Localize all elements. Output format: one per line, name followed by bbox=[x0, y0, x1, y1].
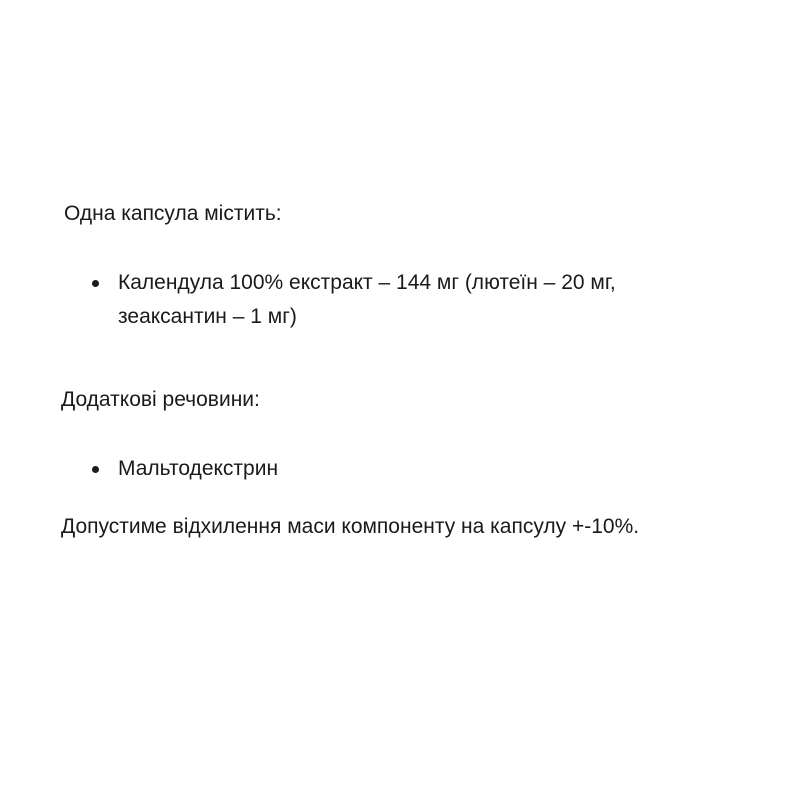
excipients-heading: Додаткові речовини: bbox=[61, 388, 260, 411]
composition-item-line-1: Календула 100% екстракт – 144 мг (лютеїн – 20 мг, bbox=[118, 271, 616, 294]
bullet-icon bbox=[92, 280, 99, 287]
tolerance-note: Допустиме відхилення маси компоненту на капсулу +-10%. bbox=[61, 515, 640, 538]
excipients-list bbox=[92, 452, 732, 486]
excipient-item-label: Мальтодекстрин bbox=[118, 457, 279, 480]
composition-heading: Одна капсула містить: bbox=[64, 202, 282, 225]
composition-list bbox=[92, 266, 732, 334]
list-item bbox=[92, 266, 732, 334]
bullet-icon bbox=[92, 466, 99, 473]
list-item bbox=[92, 452, 732, 486]
composition-item-line-2: зеаксантин – 1 мг) bbox=[118, 305, 297, 328]
